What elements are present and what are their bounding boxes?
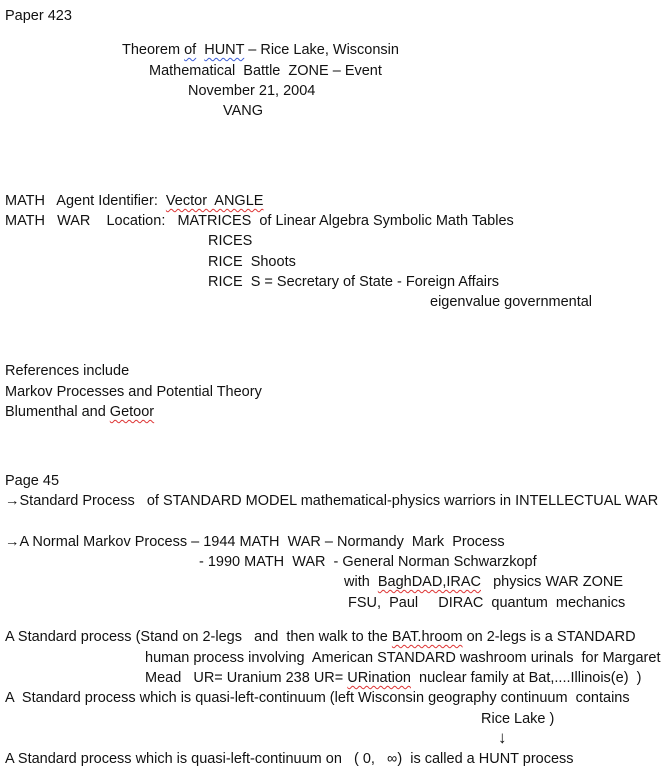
reference-2-getoor: Getoor (109, 404, 155, 420)
reference-2 (5, 402, 154, 422)
title-line-1 (122, 40, 399, 60)
with-baghdad-line (344, 572, 623, 592)
arrow-right-icon: → (5, 534, 20, 550)
references-heading: References include (5, 363, 130, 379)
title-line-2: Mathematical Battle ZONE – Event (149, 63, 382, 79)
title-suffix: – Rice Lake, Wisconsin (244, 42, 399, 58)
title-date: November 21, 2004 (188, 83, 316, 99)
war-location (5, 211, 514, 231)
arrow-right-icon: → (5, 493, 20, 509)
location-rices: RICES (208, 233, 253, 249)
para1-line3-suffix: nuclear family at Bat,....Illinois(e) ) (410, 670, 642, 686)
agent-identifier (5, 191, 263, 211)
baghdad-irac: BaghDAD,IRAC (377, 574, 481, 590)
location-rice-s: RICE S = Secretary of State - Foreign Affairs (208, 274, 500, 290)
title-author: VANG (223, 103, 264, 119)
arrow-down-icon: ↓ (498, 728, 507, 747)
location-rice-shoots: RICE Shoots (208, 254, 296, 270)
reference-2-prefix: Blumenthal and (5, 404, 110, 420)
urination-word: URination (347, 670, 411, 686)
standard-process-line (5, 491, 658, 511)
para1-line3-prefix: Mead UR= Uranium 238 UR= (145, 670, 348, 686)
para2-line-1: A Standard process which is quasi-left-continuum (left Wisconsin geography continuum contains (5, 690, 630, 706)
para2-rice-lake: Rice Lake ) (481, 711, 555, 727)
page-label: Page 45 (5, 473, 60, 489)
location-label: MATH WAR Location: (5, 213, 178, 229)
hunt-process-line: A Standard process which is quasi-left-continuum on ( 0, ∞) is called a HUNT process (5, 751, 574, 767)
with-prefix: with (344, 574, 378, 590)
para1-line-3 (145, 668, 641, 688)
para1-prefix: A Standard process (Stand on 2-legs and then walk to the (5, 629, 392, 645)
location-value: MATRICES of Linear Algebra Symbolic Math Tables (177, 213, 514, 229)
normal-markov-line (5, 532, 505, 552)
title-prefix: Theorem (122, 42, 185, 58)
para1-line-2: human process involving American STANDARD washroom urinals for Margaret (145, 650, 661, 666)
title-hunt: HUNT (204, 42, 245, 58)
bathroom-word: BAT.hroom (391, 629, 463, 645)
fsu-dirac-line: FSU, Paul DIRAC quantum mechanics (348, 595, 626, 611)
agent-value: Vector ANGLE (165, 193, 264, 209)
reference-1: Markov Processes and Potential Theory (5, 384, 262, 400)
location-eigenvalue: eigenvalue governmental (430, 294, 593, 310)
standard-process-text: Standard Process of STANDARD MODEL mathematical-physics warriors in INTELLECTUAL WAR (19, 493, 659, 509)
title-of: of (184, 42, 197, 58)
agent-label: MATH Agent Identifier: (5, 193, 166, 209)
paper-label: Paper 423 (5, 8, 72, 24)
normal-markov-text: A Normal Markov Process – 1944 MATH WAR – Normandy Mark Process (19, 534, 505, 550)
war-1990-line: - 1990 MATH WAR - General Norman Schwarzkopf (199, 554, 537, 570)
with-suffix: physics WAR ZONE (481, 574, 624, 590)
para1-suffix: on 2-legs is a STANDARD (462, 629, 636, 645)
para1-line-1 (5, 627, 636, 647)
